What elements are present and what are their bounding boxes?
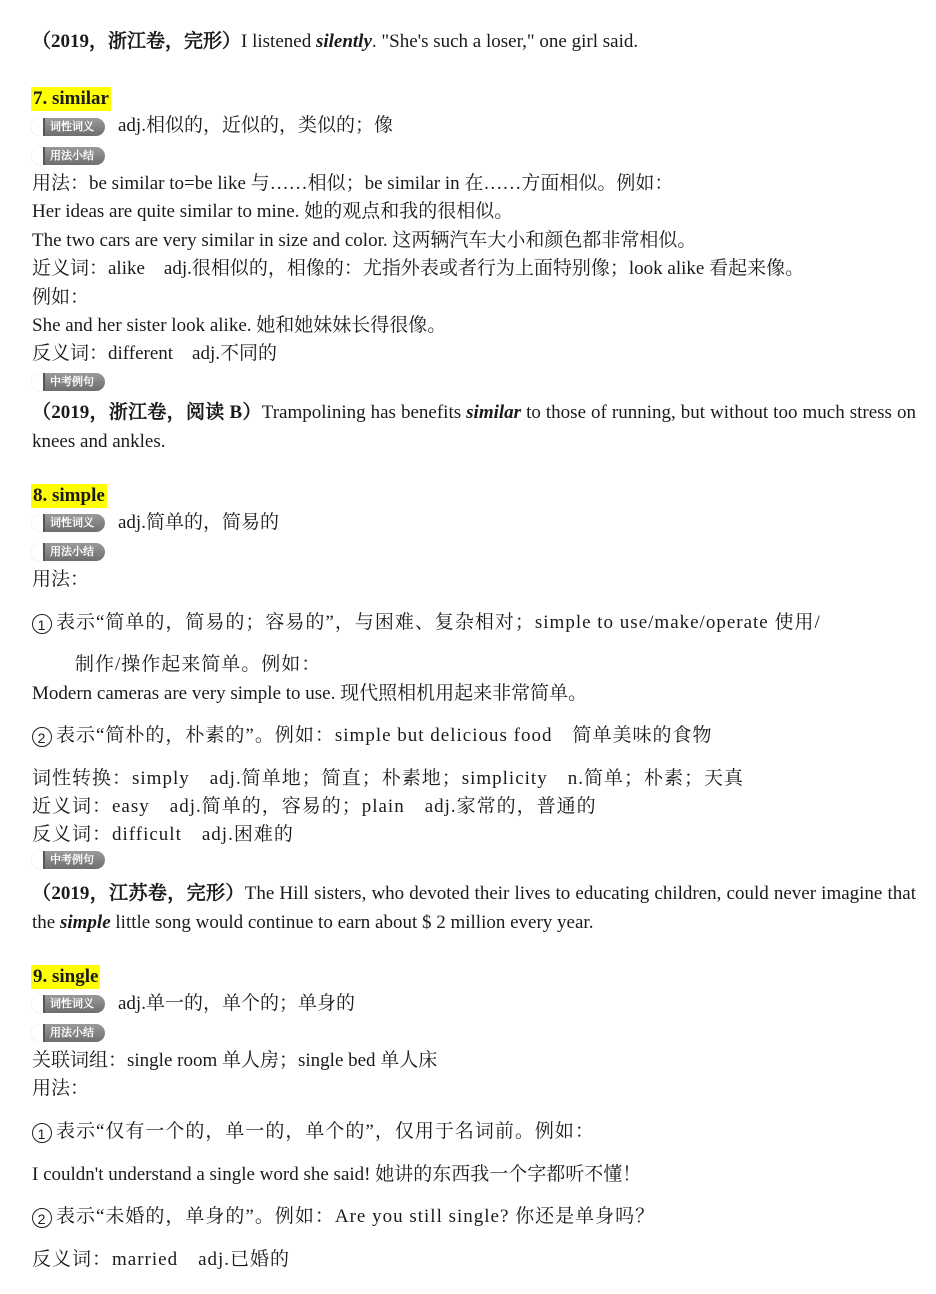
meaning-badge: 词性词义 (31, 995, 105, 1013)
usage-label: 用法： (32, 1078, 90, 1099)
circled-number: 1 (32, 614, 52, 634)
usage-text: 用法：be similar to=be like 与……相似；be similar in 在……方面相似。例如： (32, 173, 674, 194)
example-sentence: I couldn't understand a single word she said! 她讲的东西我一个字都听不懂！ (32, 1164, 642, 1185)
example-sentence: The two cars are very similar in size and color. 这两辆汽车大小和颜色都非常相似。 (32, 230, 697, 251)
meaning-text: adj.相似的，近似的，类似的；像 (118, 115, 393, 136)
synonym-text: 近义词：easy adj.简单的，容易的；plain adj.家常的，普通的 (32, 796, 597, 817)
usage-badge: 用法小结 (31, 543, 105, 561)
conversion-text: 词性转换：simply adj.简单地；简直；朴素地；simplicity n.简单；朴素；天真 (32, 768, 744, 789)
exam-badge: 中考例句 (31, 851, 105, 869)
example-sentence: Modern cameras are very simple to use. 现代照相机用起来非常简单。 (32, 683, 588, 704)
intro-example (32, 30, 638, 54)
example-text: little song would continue to earn about $ 2 million every year. (110, 912, 594, 933)
example-sentence: She and her sister look alike. 她和她妹妹长得很像。 (32, 315, 447, 336)
exam-example (32, 879, 916, 937)
circled-number: 2 (32, 1208, 52, 1228)
usage-point-2 (32, 724, 712, 748)
example-text: The Hill sisters, who devoted their lives to educating children, could never imagine that the (32, 883, 916, 933)
exam-source: （2019，江苏卷，完形） (32, 883, 245, 904)
example-text: to those of running, but without too much stress on knees and ankles. (32, 402, 916, 452)
usage-point-text: 表示“未婚的，单身的”。例如：Are you still single? 你还是单身吗？ (56, 1206, 656, 1227)
usage-point-text: 表示“简单的，简易的；容易的”，与困难、复杂相对；simple to use/make/operate 使用/ (56, 612, 821, 633)
circled-number: 2 (32, 727, 52, 747)
keyword: simple (59, 912, 111, 933)
meaning-badge: 词性词义 (31, 118, 105, 136)
usage-label: 用法： (32, 569, 90, 590)
keyword: silently (315, 31, 372, 52)
synonym-text: 近义词：alike adj.很相似的，相像的：尤指外表或者行为上面特别像；look alike 看起来像。 (32, 258, 805, 279)
example-sentence: Her ideas are quite similar to mine. 她的观点和我的很相似。 (32, 201, 514, 222)
exam-example (32, 398, 916, 456)
antonym-text: 反义词：different adj.不同的 (32, 343, 278, 364)
usage-point-1 (32, 611, 821, 635)
meaning-text: adj.单一的，单个的；单身的 (118, 993, 355, 1014)
exam-source: （2019，浙江卷，阅读 B） (32, 402, 262, 423)
usage-point-text: 表示“仅有一个的，单一的，单个的”，仅用于名词前。例如： (56, 1121, 595, 1142)
example-text: I listened (241, 31, 316, 52)
exam-source: （2019，浙江卷，完形） (32, 31, 242, 52)
usage-badge: 用法小结 (31, 1024, 105, 1042)
meaning-text: adj.简单的，简易的 (118, 512, 279, 533)
exam-badge: 中考例句 (31, 373, 105, 391)
example-label: 例如： (32, 287, 90, 308)
meaning-badge: 词性词义 (31, 514, 105, 532)
usage-point-text: 表示“简朴的，朴素的”。例如：simple but delicious food 简单美味的食物 (56, 725, 713, 746)
entry-heading-single: 9. single (33, 966, 99, 987)
usage-point-1 (32, 1120, 595, 1144)
entry-heading-similar: 7. similar (33, 88, 109, 109)
phrases-text: 关联词组：single room 单人房；single bed 单人床 (32, 1050, 438, 1071)
usage-badge: 用法小结 (31, 147, 105, 165)
antonym-text: 反义词：difficult adj.困难的 (32, 824, 294, 845)
usage-point-1-cont: 制作/操作起来简单。例如： (75, 654, 322, 675)
circled-number: 1 (32, 1123, 52, 1143)
antonym-text: 反义词：married adj.已婚的 (32, 1249, 291, 1270)
example-text: Trampolining has benefits (261, 402, 467, 423)
keyword: similar (466, 402, 522, 423)
entry-heading-simple: 8. simple (33, 485, 105, 506)
usage-point-2 (32, 1205, 655, 1229)
example-text: . "She's such a loser," one girl said. (371, 31, 639, 52)
